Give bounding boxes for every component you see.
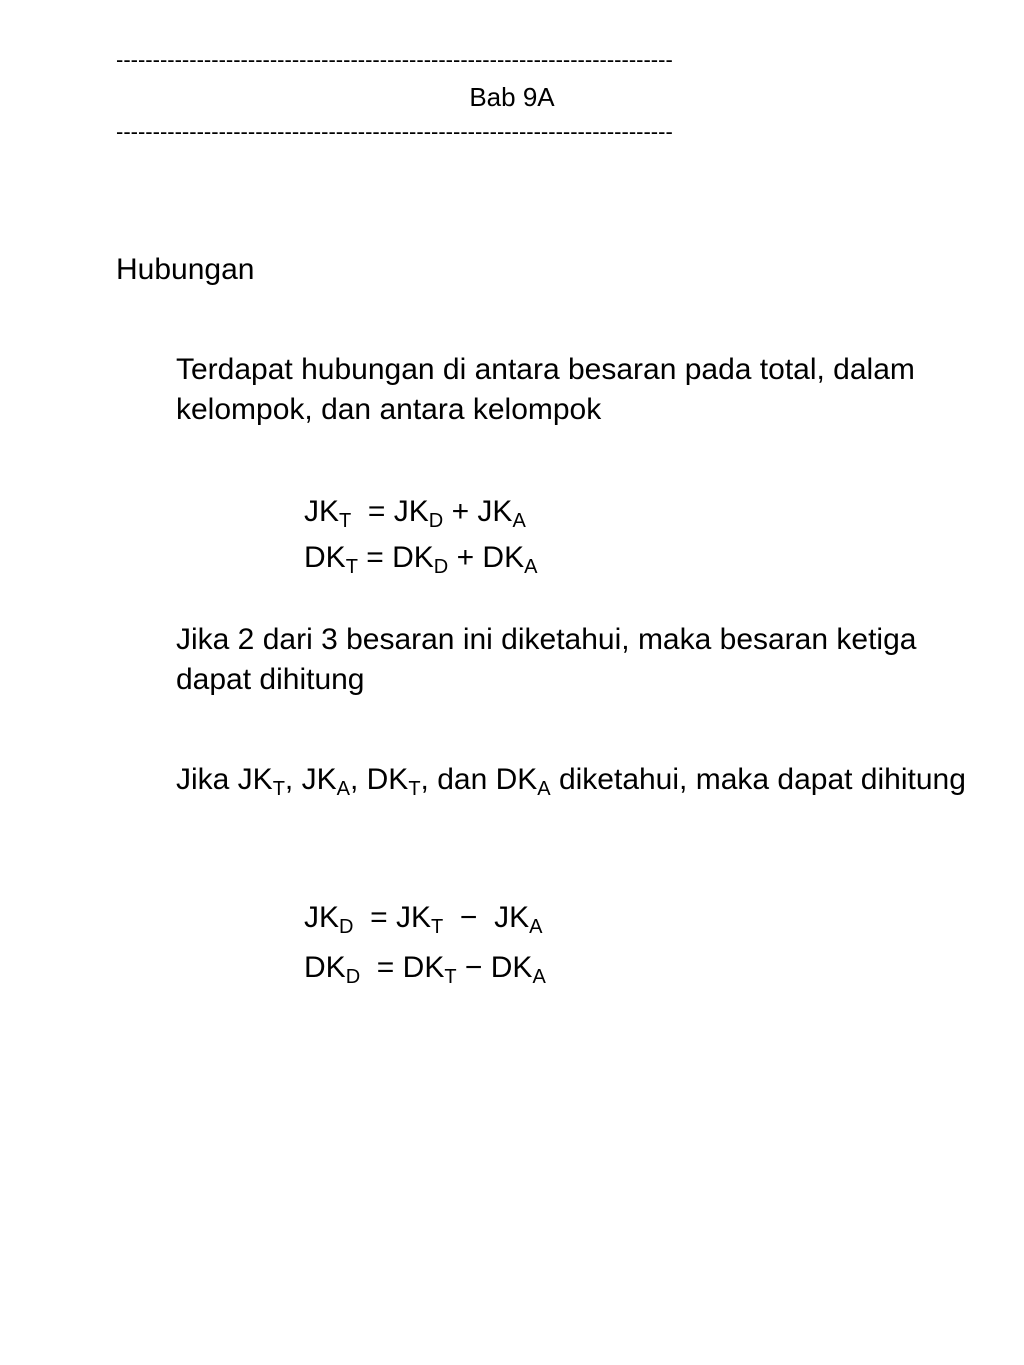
eq-subscript: D bbox=[428, 510, 444, 532]
eq-term: = DK bbox=[360, 951, 445, 984]
eq-subscript: A bbox=[524, 556, 538, 578]
section-heading: Hubungan bbox=[116, 253, 255, 286]
equation-jk-total bbox=[304, 494, 526, 530]
text-run: Jika JK bbox=[176, 763, 273, 796]
eq-term: = JK bbox=[351, 495, 429, 528]
text-run: , JK bbox=[284, 763, 337, 796]
equation-jk-within bbox=[304, 900, 542, 936]
eq-subscript: T bbox=[339, 510, 352, 532]
eq-term: DK bbox=[304, 541, 346, 574]
eq-term: − DK bbox=[456, 951, 533, 984]
subscript: T bbox=[408, 778, 421, 800]
eq-subscript: A bbox=[512, 510, 526, 532]
eq-subscript: A bbox=[532, 966, 546, 988]
eq-subscript: D bbox=[433, 556, 449, 578]
eq-term: + JK bbox=[443, 495, 513, 528]
header-rule-top: ---------------------------------------------------------------------------- bbox=[116, 48, 673, 72]
paragraph-two-of-three: Jika 2 dari 3 besaran ini diketahui, maka besaran ketiga dapat dihitung bbox=[176, 623, 917, 696]
eq-subscript: T bbox=[345, 556, 358, 578]
eq-subscript: T bbox=[431, 916, 444, 938]
eq-term: + DK bbox=[448, 541, 525, 574]
chapter-title: Bab 9A bbox=[469, 82, 555, 112]
text-run: diketahui, maka dapat dihitung bbox=[550, 763, 966, 796]
subscript: A bbox=[336, 778, 350, 800]
eq-subscript: T bbox=[444, 966, 457, 988]
subscript: A bbox=[537, 778, 551, 800]
eq-term: DK bbox=[304, 951, 346, 984]
text-run: , dan DK bbox=[420, 763, 538, 796]
eq-subscript: A bbox=[529, 916, 543, 938]
equation-dk-within bbox=[304, 950, 546, 986]
header-rule-bottom: ---------------------------------------------------------------------------- bbox=[116, 120, 673, 144]
eq-subscript: D bbox=[339, 916, 354, 938]
text-run: , DK bbox=[349, 763, 409, 796]
eq-term: = JK bbox=[353, 901, 432, 934]
eq-term: = DK bbox=[357, 541, 434, 574]
equation-dk-total bbox=[304, 540, 537, 576]
subscript: T bbox=[272, 778, 285, 800]
eq-term: − JK bbox=[443, 901, 530, 934]
paragraph-known-values bbox=[176, 760, 976, 800]
eq-subscript: D bbox=[345, 966, 361, 988]
paragraph-relationship: Terdapat hubungan di antara besaran pada total, dalam kelompok, dan antara kelompok bbox=[176, 353, 915, 426]
eq-term: JK bbox=[304, 495, 340, 528]
eq-term: JK bbox=[304, 901, 340, 934]
